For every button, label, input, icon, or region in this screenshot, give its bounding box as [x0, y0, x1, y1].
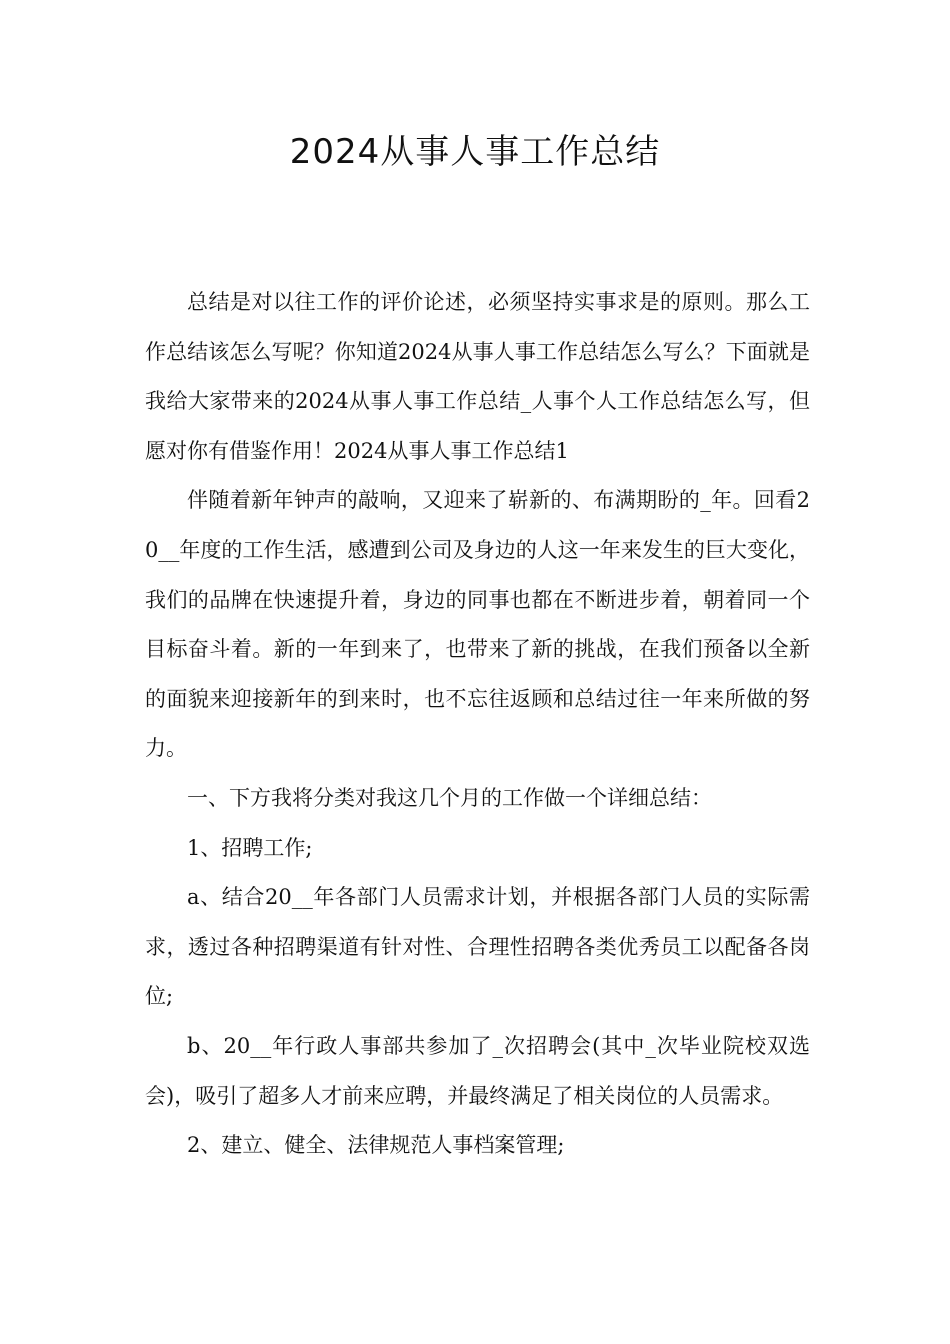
paragraph-recruitment-b: b、20__年行政人事部共参加了_次招聘会(其中_次毕业院校双选会)，吸引了超多人才前来应聘，并最终满足了相关岗位的人员需求。	[145, 1033, 810, 1108]
paragraph-review: 伴随着新年钟声的敲响，又迎来了崭新的、布满期盼的_年。回看20__年度的工作生活，感遭到公司及身边的人这一年来发生的巨大变化，我们的品牌在快速提升着，身边的同事也都在不断进步着，朝着同一个目标奋斗着。新的一年到来了，也带来了新的挑战，在我们预备以全新的面貌来迎接新年的到来时，也不忘往返顾和总结过往一年来所做的努力。	[145, 488, 810, 761]
paragraph-archive-heading: 2、建立、健全、法律规范人事档案管理;	[187, 1133, 565, 1158]
paragraph-intro: 总结是对以往工作的评价论述，必须坚持实事求是的原则。那么工作总结该怎么写呢？你知道2024从事人事工作总结怎么写么？下面就是我给大家带来的2024从事人事工作总结_人事个人工作总结怎么写，但愿对你有借鉴作用！2024从事人事工作总结1	[145, 290, 810, 463]
document-title: 2024从事人事工作总结	[289, 132, 661, 172]
paragraph-recruitment-heading: 1、招聘工作;	[187, 835, 313, 860]
document-body	[145, 278, 810, 1171]
paragraph-recruitment-a: a、结合20__年各部门人员需求计划，并根据各部门人员的实际需求，透过各种招聘渠道有针对性、合理性招聘各类优秀员工以配备各岗位;	[145, 885, 810, 1009]
paragraph-section-heading: 一、下方我将分类对我这几个月的工作做一个详细总结：	[187, 785, 712, 810]
